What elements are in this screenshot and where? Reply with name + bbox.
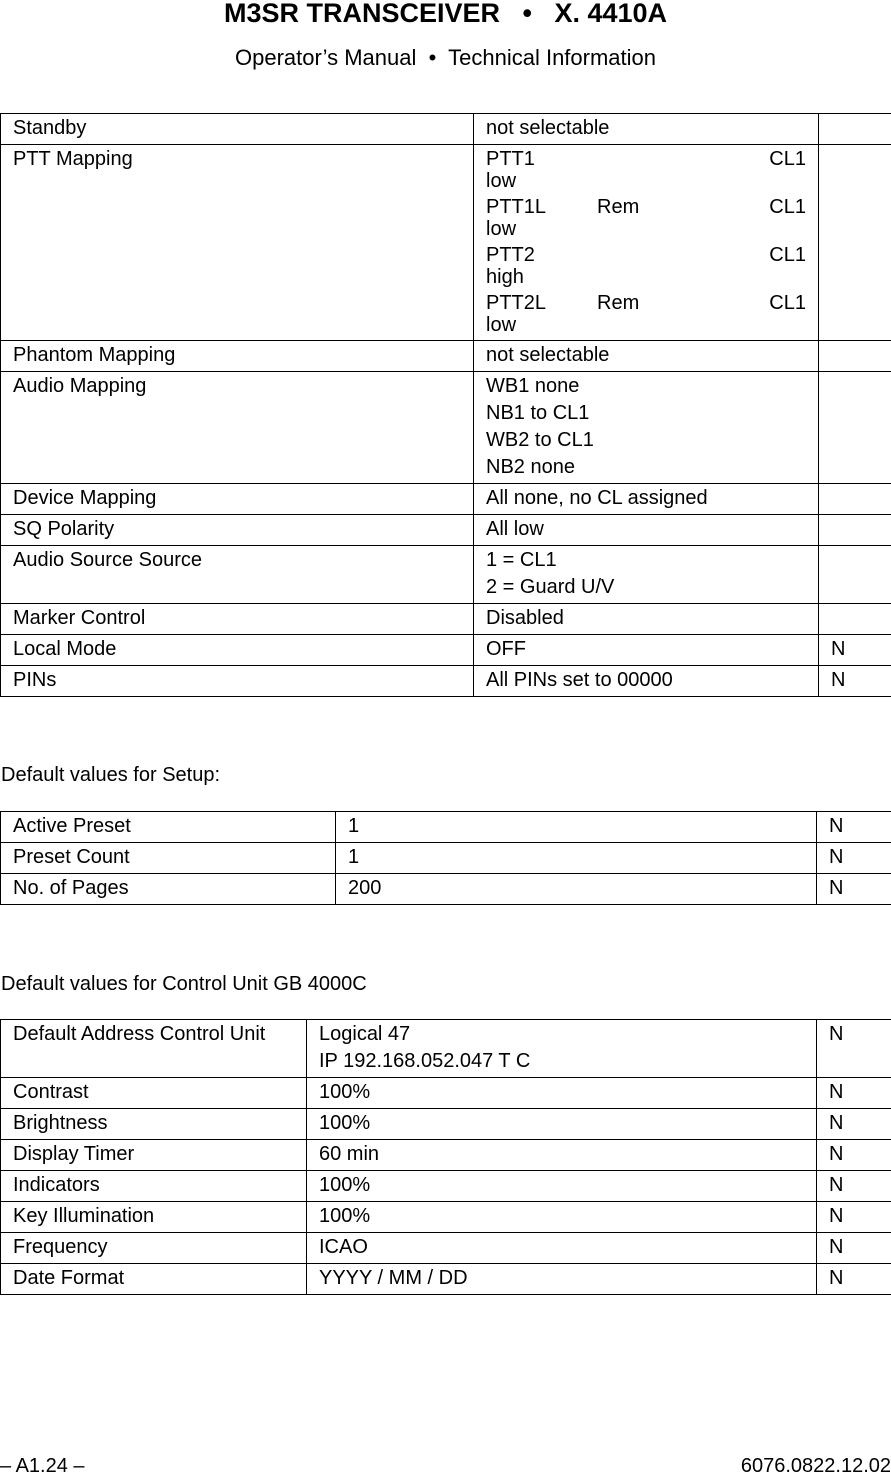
flag-cell: N [817,1109,891,1140]
setup-table [0,811,891,905]
flag-cell: N [817,843,891,874]
ptt-line [486,196,806,218]
setting-name: No. of Pages [1,874,336,905]
setting-value [474,635,819,666]
setting-name: Audio Source Source [1,546,474,604]
setting-value [307,1264,817,1295]
setting-name: Default Address Control Unit [1,1020,307,1078]
ptt-id: PTT1L [486,196,546,218]
value-line: Disabled [486,607,806,630]
table-row [1,666,891,697]
flag-cell: N [817,874,891,905]
ptt-entry [486,244,806,288]
setting-name: SQ Polarity [1,515,474,546]
table-row [1,604,891,635]
ptt-id: PTT2 [486,244,535,266]
ptt-cl: CL1 [769,196,806,218]
setting-name: Active Preset [1,812,336,843]
value-line: 100% [319,1081,804,1104]
setting-value [474,484,819,515]
table-row [1,1109,891,1140]
setting-name: Frequency [1,1233,307,1264]
table-row [1,1140,891,1171]
ptt-id: PTT1 [486,148,535,170]
flag-cell [819,145,891,341]
page-number: – A1.24 – [0,1455,85,1478]
setting-name: Brightness [1,1109,307,1140]
value-line: ICAO [319,1236,804,1259]
table-row [1,843,891,874]
value-line: NB2 none [486,456,806,479]
setting-name: Contrast [1,1078,307,1109]
flag-cell [819,341,891,372]
ptt-entry [486,292,806,336]
value-line: 1 = CL1 [486,549,806,572]
setting-value [307,1233,817,1264]
setting-value [307,1202,817,1233]
flag-cell [819,546,891,604]
config-table [0,113,891,697]
setting-name: Display Timer [1,1140,307,1171]
table-row [1,1078,891,1109]
table-row [1,546,891,604]
document-subtitle: Operator’s Manual • Technical Information [0,45,891,71]
setting-value [474,341,819,372]
ptt-level: low [486,170,806,192]
value-line: 100% [319,1112,804,1135]
setting-value [307,1078,817,1109]
flag-cell: N [817,1140,891,1171]
table-row [1,1202,891,1233]
setting-value [474,114,819,145]
value-line: YYYY / MM / DD [319,1267,804,1290]
ptt-cl: CL1 [769,292,806,314]
table-row [1,372,891,484]
ptt-level: low [486,314,806,336]
table-row [1,1020,891,1078]
setting-value: 200 [336,874,817,905]
flag-cell: N [817,1020,891,1078]
setting-name: Audio Mapping [1,372,474,484]
ptt-id: PTT2L [486,292,546,314]
setting-value [474,145,819,341]
table-row [1,1264,891,1295]
control-unit-heading: Default values for Control Unit GB 4000C [1,972,367,996]
setting-value: 1 [336,812,817,843]
value-line: not selectable [486,344,806,367]
flag-cell: N [819,635,891,666]
value-line: 2 = Guard U/V [486,576,806,599]
setting-name: Indicators [1,1171,307,1202]
setup-heading: Default values for Setup: [1,763,220,787]
setting-name: Standby [1,114,474,145]
ptt-line [486,292,806,314]
setting-value [474,666,819,697]
ptt-level: low [486,218,806,240]
table-row [1,114,891,145]
setting-value [307,1171,817,1202]
value-line: 100% [319,1174,804,1197]
setting-name: Device Mapping [1,484,474,515]
setting-value [474,515,819,546]
value-line: NB1 to CL1 [486,402,806,425]
value-line: IP 192.168.052.047 T C [319,1050,804,1073]
setting-value [307,1140,817,1171]
setting-name: Preset Count [1,843,336,874]
table-row [1,145,891,341]
ptt-rem: Rem [597,196,639,219]
table-row [1,1233,891,1264]
flag-cell [819,114,891,145]
control-unit-table [0,1019,891,1295]
setting-name: Marker Control [1,604,474,635]
document-id: 6076.0822.12.02 [741,1455,891,1478]
setting-value [307,1020,817,1078]
table-row [1,874,891,905]
setting-value: 1 [336,843,817,874]
table-row [1,812,891,843]
setting-name: Local Mode [1,635,474,666]
ptt-entry [486,148,806,192]
setting-name: Key Illumination [1,1202,307,1233]
setting-value [474,372,819,484]
flag-cell [819,604,891,635]
ptt-cl: CL1 [769,244,806,266]
ptt-entry [486,196,806,240]
table-row [1,515,891,546]
ptt-cl: CL1 [769,148,806,170]
value-line: 100% [319,1205,804,1228]
value-line: All low [486,518,806,541]
value-line: WB1 none [486,375,806,398]
flag-cell [819,515,891,546]
table-row [1,635,891,666]
flag-cell: N [817,1233,891,1264]
flag-cell: N [817,1078,891,1109]
setting-value [474,546,819,604]
setting-name: Phantom Mapping [1,341,474,372]
flag-cell: N [817,812,891,843]
table-row [1,1171,891,1202]
flag-cell: N [817,1171,891,1202]
document-title: M3SR TRANSCEIVER • X. 4410A [0,0,891,29]
setting-name: PTT Mapping [1,145,474,341]
value-line: OFF [486,638,806,661]
value-line: 60 min [319,1143,804,1166]
flag-cell: N [817,1202,891,1233]
ptt-rem: Rem [597,292,639,315]
flag-cell: N [817,1264,891,1295]
ptt-line [486,244,806,266]
flag-cell [819,372,891,484]
value-line: WB2 to CL1 [486,429,806,452]
setting-value [474,604,819,635]
flag-cell: N [819,666,891,697]
value-line: Logical 47 [319,1023,804,1046]
table-row [1,484,891,515]
setting-name: Date Format [1,1264,307,1295]
setting-name: PINs [1,666,474,697]
value-line: All PINs set to 00000 [486,669,806,692]
value-line: All none, no CL assigned [486,487,806,510]
ptt-line [486,148,806,170]
setting-value [307,1109,817,1140]
value-line: not selectable [486,117,806,140]
flag-cell [819,484,891,515]
table-row [1,341,891,372]
ptt-level: high [486,266,806,288]
